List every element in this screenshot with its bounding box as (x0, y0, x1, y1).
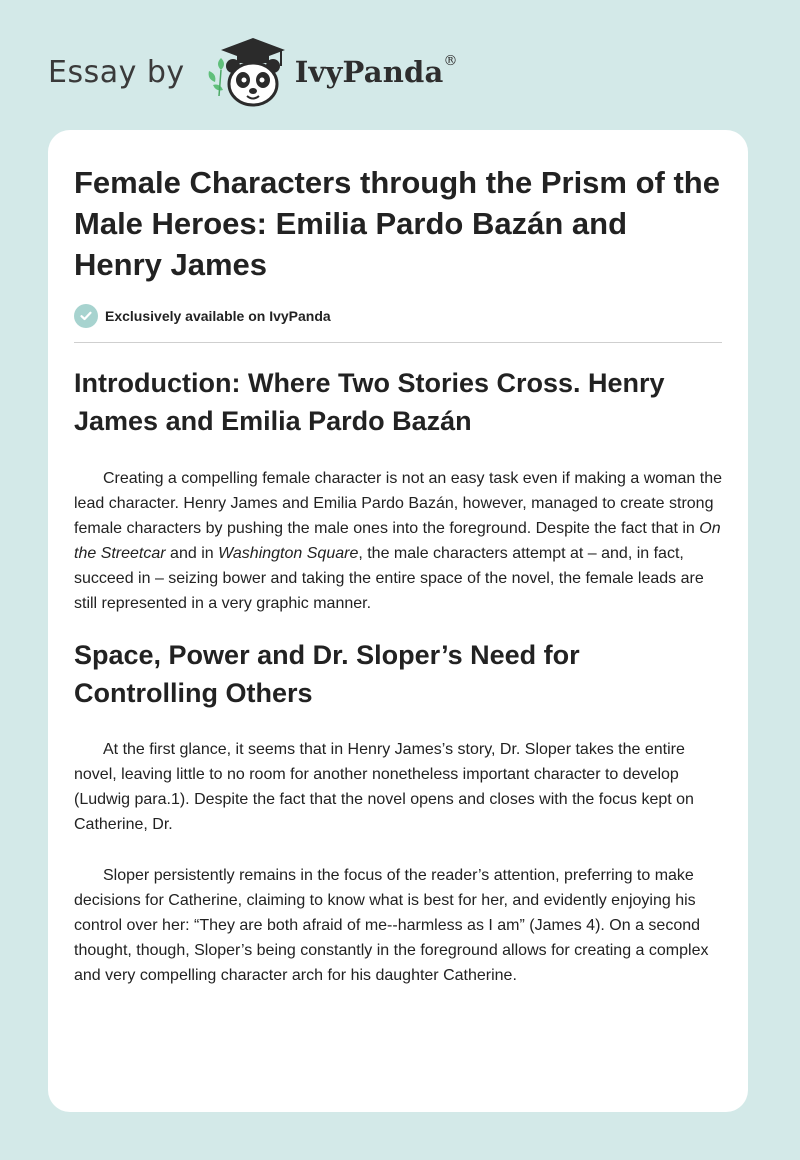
book-title: On the Streetcar (74, 520, 721, 562)
essay-by-label: Essay by (48, 54, 185, 90)
exclusive-badge (74, 304, 722, 343)
panda-logo-icon[interactable] (201, 36, 293, 108)
paragraph: Sloper persistently remains in the focus of the reader’s attention, preferring to make decisions for Catherine, claiming to know what is best for her, and evidently enjoying his control over her: “They are both afraid of me--harmless as I am” (James 4). On a second thought, though, Sloper’s being constantly in the foreground allows for creating a complex and very compelling character arch for his daughter Catherine. (74, 867, 709, 984)
paragraph: At the first glance, it seems that in Henry James’s story, Dr. Sloper takes the entire novel, leaving little to no room for another nonetheless important character to develop (Ludwig para.1). Despite the fact that the novel opens and closes with the focus kept on Catherine, Dr. (74, 741, 694, 833)
paragraph: Creating a compelling female character is not an easy task even if making a woman the lead character. Henry James and Emilia Pardo Bazán, however, managed to create strong female characters by pushing the male ones into the foreground. Despite the fact that in On the Streetcar and in Washington Square, the male characters attempt at – and, in fact, succeed in – seizing bower and taking the entire space of the novel, the female leads are still represented in a very graphic manner. (74, 470, 722, 612)
exclusive-badge-label: Exclusively available on IvyPanda (105, 308, 331, 324)
brand-name[interactable]: IvyPanda® (294, 53, 458, 89)
section-heading: Space, Power and Dr. Sloper’s Need for Controlling Others (74, 640, 580, 708)
essay-card (48, 130, 748, 1112)
ivy-leaf-icon (208, 58, 223, 96)
site-header (48, 36, 458, 108)
book-title: Washington Square (218, 545, 359, 562)
page-title: Female Characters through the Prism of the Male Heroes: Emilia Pardo Bazán and Henry James (74, 165, 720, 282)
section-heading: Introduction: Where Two Stories Cross. Henry James and Emilia Pardo Bazán (74, 368, 665, 436)
check-circle-icon (74, 304, 98, 328)
